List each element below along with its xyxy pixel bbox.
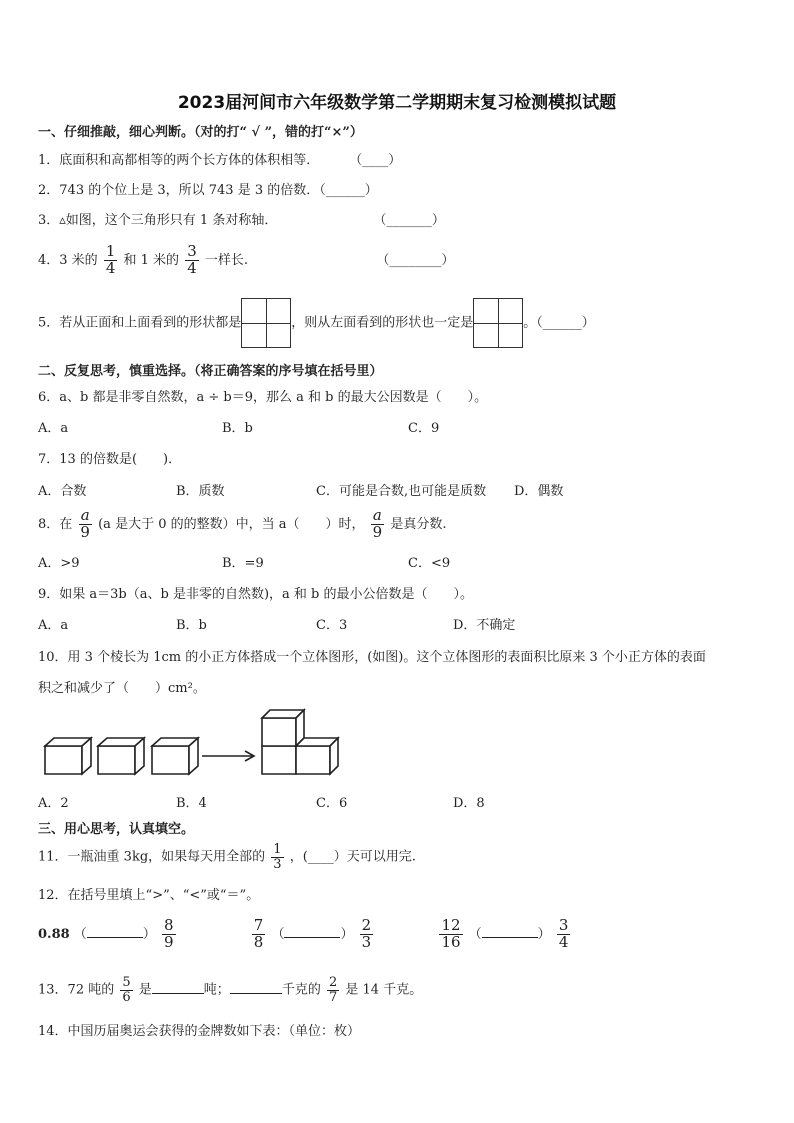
stacked-cubes-icon	[262, 710, 338, 774]
question-9-option-b[interactable]: B．b	[176, 618, 207, 633]
question-1	[38, 149, 401, 168]
question-4-bracket[interactable]: （________）	[376, 252, 455, 268]
question-13-text-b: 是	[138, 982, 152, 998]
question-1-bracket[interactable]: （____）	[349, 153, 402, 168]
question-1-text: 1．底面积和高都相等的两个长方体的体积相等．	[38, 153, 320, 168]
question-10-option-a[interactable]: A．2	[38, 796, 69, 811]
question-9-option-a[interactable]: A．a	[38, 618, 69, 633]
answer-blank[interactable]	[87, 924, 143, 938]
section-1-heading: 一、仔细推敲，细心判断。（对的打“ √ ”，错的打“×”）	[38, 125, 363, 140]
fraction-2-7: $\frac{2}{7}$	[328, 975, 338, 1005]
answer-blank[interactable]	[230, 980, 282, 994]
question-7-option-b[interactable]: B．质数	[176, 484, 225, 499]
cube-figure	[40, 700, 350, 782]
question-8-option-a[interactable]: A．>9	[38, 556, 80, 571]
question-9-option-c[interactable]: C．3	[316, 618, 348, 633]
question-6-option-b[interactable]: B．b	[222, 421, 253, 436]
cube-icon	[45, 738, 91, 774]
question-2: 2．743 的个位上是 3，所以 743 是 3 的倍数．（______）	[38, 183, 378, 198]
cube-icon	[152, 738, 198, 774]
question-10-line-2: 积之和减少了（ ）cm²。	[38, 681, 206, 696]
question-8-text-c: 是真分数.	[390, 516, 447, 532]
question-10-option-d[interactable]: D．8	[453, 796, 485, 811]
section-3-heading: 三、用心思考，认真填空。	[38, 822, 195, 837]
cube-icon	[98, 738, 144, 774]
question-4	[38, 244, 454, 277]
question-6-option-a[interactable]: A．a	[38, 421, 69, 436]
question-11-text-a: 11．一瓶油重 3kg，如果每天用全部的	[38, 849, 266, 865]
question-14: 14．中国历届奥运会获得的金牌数如下表：（单位：枚）	[38, 1024, 361, 1039]
question-12-comparisons	[38, 918, 572, 951]
question-10-option-c[interactable]: C．6	[316, 796, 348, 811]
question-8-text-b: (a 是大于 0 的的整数）中，当 a（ ）时，	[98, 516, 365, 532]
fraction-8-9: $\frac{8}{9}$	[163, 916, 174, 951]
question-8-text-a: 8．在	[38, 516, 73, 532]
question-3-text: 3．▵如图，这个三角形只有 1 条对称轴．	[38, 213, 278, 228]
fraction-a-9: $\frac{a}{9}$	[80, 506, 90, 541]
question-3	[38, 209, 445, 228]
answer-blank[interactable]	[284, 924, 340, 938]
question-7: 7．13 的倍数是( )．	[38, 452, 182, 467]
compare-item-3: $\frac{12}{16}$ （ ） $\frac{3}{4}$	[441, 916, 569, 951]
fraction-1-4: $\frac{1}{4}$	[105, 242, 116, 277]
question-8-option-b[interactable]: B．=9	[222, 556, 264, 571]
fraction-3-4: $\frac{3}{4}$	[187, 242, 197, 277]
question-12: 12．在括号里填上“>”、“<”或“＝”。	[38, 888, 260, 903]
fraction-1-3: $\frac{1}{3}$	[273, 842, 282, 872]
question-13-text-a: 13．72 吨的	[38, 982, 115, 998]
question-5-text-b: ，则从左面看到的形状也一定是	[291, 315, 474, 331]
question-3-bracket[interactable]: （_______）	[373, 213, 445, 228]
compare-item-2: $\frac{7}{8}$ （ ） $\frac{2}{3}$	[253, 916, 372, 951]
question-10-line-1: 10．用 3 个棱长为 1cm 的小正方体搭成一个立体图形，(如图)。这个立体图形的表面积比原来 3 个小正方体的表面	[38, 650, 706, 665]
question-4-text-c: 一样长.	[204, 252, 249, 268]
question-13-text-e: 是 14 千克。	[345, 982, 423, 998]
fraction-12-16: $\frac{12}{16}$	[441, 916, 461, 951]
question-4-text-b: 和 1 米的	[123, 252, 180, 268]
question-11	[38, 843, 416, 871]
right-arrow-icon	[202, 751, 254, 761]
question-13-text-c: 吨；	[203, 982, 230, 998]
question-13	[38, 976, 422, 1004]
fraction-7-8: $\frac{7}{8}$	[253, 916, 264, 951]
question-6-option-c[interactable]: C．9	[408, 421, 440, 436]
question-4-text-a: 4．3 米的	[38, 252, 98, 268]
question-8-option-c[interactable]: C．<9	[408, 556, 451, 571]
question-6: 6．a、b 都是非零自然数，a ÷ b＝9，那么 a 和 b 的最大公因数是（ ）。	[38, 390, 488, 405]
question-5	[38, 298, 595, 348]
fraction-2-3: $\frac{2}{3}$	[361, 916, 372, 951]
question-9: 9．如果 a＝3b（a、b 是非零的自然数)，a 和 b 的最小公倍数是（ ）。	[38, 587, 473, 602]
question-7-option-c[interactable]: C．可能是合数,也可能是质数	[316, 484, 487, 499]
question-9-option-d[interactable]: D．不确定	[453, 618, 516, 633]
grid-square-figure	[473, 298, 523, 348]
question-8	[38, 508, 446, 541]
question-13-text-d: 千克的	[281, 982, 321, 998]
grid-square-figure	[241, 298, 291, 348]
fraction-5-6: $\frac{5}{6}$	[122, 975, 131, 1005]
fraction-3-4: $\frac{3}{4}$	[558, 916, 569, 951]
question-5-text-a: 5．若从正面和上面看到的形状都是	[38, 315, 242, 331]
question-5-bracket[interactable]: 。（______）	[523, 315, 595, 331]
compare-item-1: 0.88 （ ） $\frac{8}{9}$	[38, 916, 174, 951]
question-7-option-d[interactable]: D．偶数	[514, 484, 564, 499]
question-11-text-b[interactable]: ，(____）天可以用完.	[289, 849, 416, 865]
answer-blank[interactable]	[482, 924, 538, 938]
page-title: 2023届河间市六年级数学第二学期期末复习检测模拟试题	[177, 93, 617, 113]
question-7-option-a[interactable]: A．合数	[38, 484, 87, 499]
question-10-option-b[interactable]: B．4	[176, 796, 207, 811]
section-2-heading: 二、反复思考，慎重选择。（将正确答案的序号填在括号里）	[38, 364, 383, 379]
answer-blank[interactable]	[152, 980, 204, 994]
fraction-a-9: $\frac{a}{9}$	[372, 506, 383, 541]
